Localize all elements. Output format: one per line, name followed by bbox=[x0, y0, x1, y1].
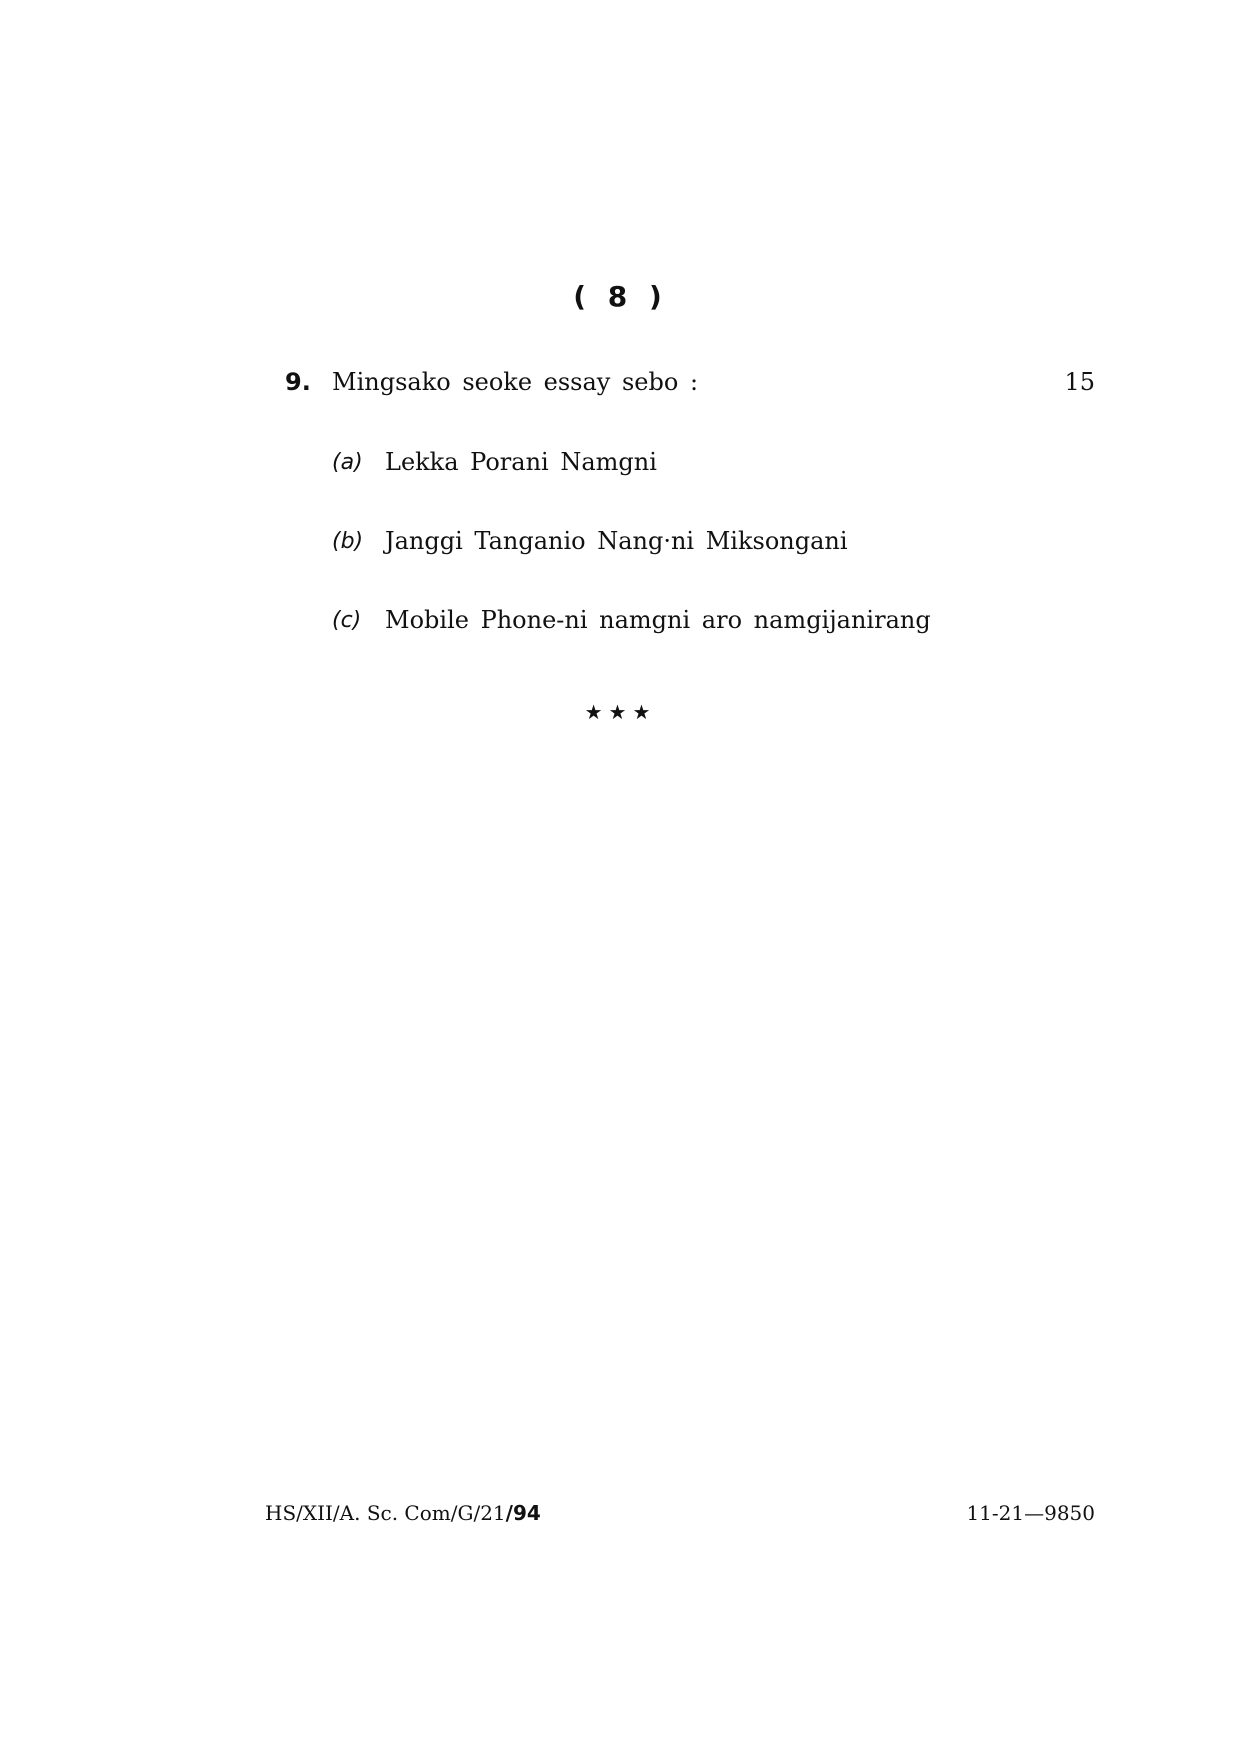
option-text: Mobile Phone-ni namgni aro namgijanirang bbox=[385, 606, 931, 634]
page-footer bbox=[265, 1501, 1095, 1531]
question-9 bbox=[285, 368, 1095, 408]
page-number: ( 8 ) bbox=[573, 280, 668, 313]
option-label: (c) bbox=[332, 608, 362, 633]
paper-code bbox=[265, 1501, 541, 1525]
option-text: Janggi Tanganio Nang·ni Miksongani bbox=[385, 527, 848, 555]
end-marker-stars: ★★★ bbox=[584, 700, 657, 724]
question-marks: 15 bbox=[1064, 368, 1095, 396]
question-number: 9. bbox=[285, 368, 311, 396]
paper-code-suffix: /94 bbox=[505, 1501, 541, 1525]
print-info: 11-21—9850 bbox=[966, 1501, 1095, 1525]
question-text: Mingsako seoke essay sebo : bbox=[332, 368, 699, 396]
option-label: (a) bbox=[332, 450, 363, 475]
paper-code-prefix: HS/XII/A. Sc. Com/G/21 bbox=[265, 1501, 506, 1525]
option-label: (b) bbox=[332, 529, 364, 554]
option-text: Lekka Porani Namgni bbox=[385, 448, 657, 476]
